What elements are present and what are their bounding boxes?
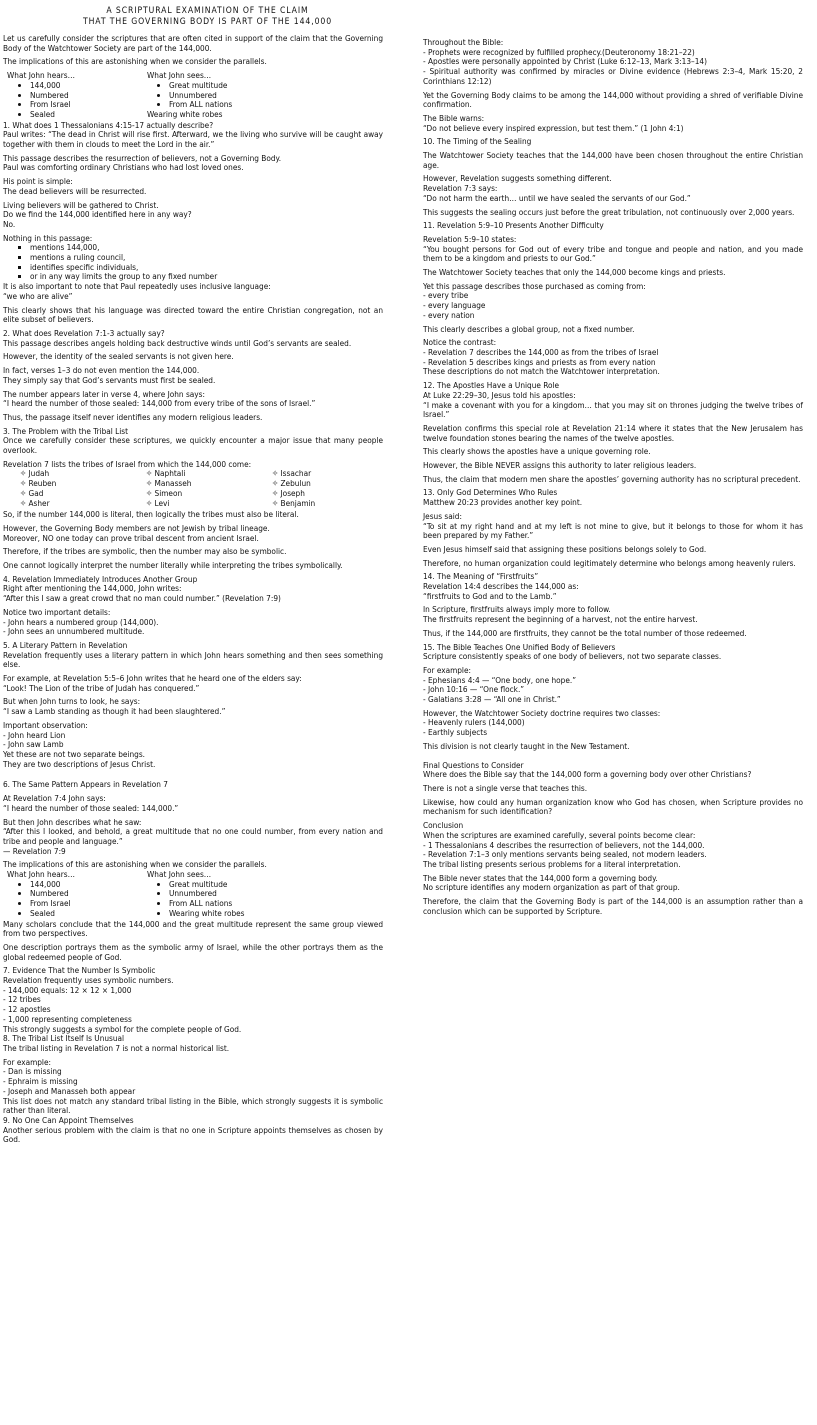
sees-item: • Wearing white robes — [169, 909, 245, 919]
text: Likewise, how could any human organization know who God has chosen, when Scripture provides no mechanism for such identification? — [423, 796, 803, 817]
text: - Revelation 5 describes kings and priests as from every nation — [423, 356, 656, 367]
parallels-intro: The implications of this are astonishing when we consider the parallels. — [3, 56, 267, 67]
text: However, the Governing Body members are not Jewish by tribal lineage. — [3, 522, 270, 533]
sees-item: Wearing white robes — [147, 108, 223, 119]
section-13-heading: 13. Only God Determines Who Rules — [423, 487, 558, 498]
text: This list does not match any standard tribal listing in the Bible, which strongly suggests it is symbolic rather than literal. — [3, 1095, 383, 1116]
sees-item: • From ALL nations — [169, 899, 245, 909]
tribe-item: ✧ Reuben — [20, 478, 57, 489]
tribe-item: ✧ Simeon — [146, 487, 183, 498]
section-3-heading: 3. The Problem with the Tribal List — [3, 425, 129, 436]
text: They simply say that God’s servants must first be sealed. — [3, 374, 216, 385]
nothing-list — [3, 243, 383, 282]
tribe-item: ✧ Levi — [146, 497, 170, 508]
quote: “Look! The Lion of the tribe of Judah has conquered.” — [3, 682, 200, 693]
hears-item: • From Israel — [30, 100, 147, 110]
page-title — [0, 6, 415, 27]
text: - every language — [423, 300, 486, 311]
text: - 1,000 representing completeness — [3, 1013, 132, 1024]
text: There is not a single verse that teaches this. — [423, 783, 588, 793]
text: Paul was comforting ordinary Christians who had lost loved ones. — [3, 162, 244, 173]
quote: “Do not believe every inspired expression, but test them.” (1 John 4:1) — [423, 122, 684, 133]
text: - Galatians 3:28 — “All one in Christ.” — [423, 694, 561, 705]
text: Yet this passage describes those purchased as coming from: — [423, 280, 646, 291]
quote: “Do not harm the earth… until we have sealed the servants of our God.” — [423, 192, 691, 203]
section-5-heading: 5. A Literary Pattern in Revelation — [3, 639, 128, 650]
text: Even Jesus himself said that assigning these positions belongs solely to God. — [423, 543, 707, 554]
text: His point is simple: — [3, 176, 73, 187]
text: The tribal listing presents serious problems for a literal interpretation. — [423, 858, 681, 869]
text: Another serious problem with the claim is that no one in Scripture appoints themselves as chosen by God. — [3, 1124, 383, 1145]
text: Paul writes: “The dead in Christ will rise first. Afterward, we the living who survive will be caught away together with them in clouds to meet the Lord in the air.” — [3, 129, 383, 150]
hears-item: • Sealed — [30, 110, 147, 120]
section-15-heading: 15. The Bible Teaches One Unified Body of Believers — [423, 641, 616, 652]
text: No scripture identifies any modern organization as part of that group. — [423, 882, 680, 893]
hears-item: • 144,000 — [30, 880, 147, 890]
text: This strongly suggests a symbol for the complete people of God. — [3, 1023, 242, 1034]
sees-heading: What John sees… — [147, 70, 212, 81]
text: But then John describes what he saw: — [3, 816, 142, 827]
section-12-heading: 12. The Apostles Have a Unique Role — [423, 380, 560, 391]
text: The Bible never states that the 144,000 form a governing body. — [423, 872, 658, 883]
quote: “After this I looked, and behold, a great multitude that no one could number, from every nation and tribe and people and language.” — [3, 826, 383, 846]
hears-item: • 144,000 — [30, 81, 147, 91]
text: - Ephesians 4:4 — “One body, one hope.” — [423, 674, 577, 685]
tribe-item: ✧ Asher — [20, 497, 50, 508]
parallels-intro-2: The implications of this are astonishing when we consider the parallels. — [3, 859, 267, 870]
text: Matthew 20:23 provides another key point. — [423, 497, 583, 508]
quote: “I saw a Lamb standing as though it had been slaughtered.” — [3, 706, 226, 717]
text: At Luke 22:29–30, Jesus told his apostles: — [423, 389, 576, 400]
text: No. — [3, 218, 16, 229]
list-item: ▪ mentions 144,000, — [30, 243, 383, 253]
text: - Revelation 7 describes the 144,000 as from the tribes of Israel — [423, 346, 659, 357]
text: Therefore, no human organization could legitimately determine who belongs among heavenly rulers. — [423, 557, 796, 568]
text: - Heavenly rulers (144,000) — [423, 717, 525, 728]
section-2-heading: 2. What does Revelation 7:1-3 actually say? — [3, 327, 165, 338]
text: - Ephraim is missing — [3, 1076, 78, 1087]
tribe-item: ✧ Issachar — [272, 468, 312, 479]
text: Scripture consistently speaks of one body of believers, not two separate classes. — [423, 651, 722, 662]
text: - John heard Lion — [3, 729, 66, 740]
section-9-heading: 9. No One Can Appoint Themselves — [3, 1114, 134, 1125]
quote: “we who are alive” — [3, 290, 73, 301]
text: Notice two important details: — [3, 606, 111, 617]
parallels-table-2 — [3, 870, 383, 919]
text: The dead believers will be resurrected. — [3, 185, 147, 196]
text: - 1 Thessalonians 4 describes the resurrection of believers, not the 144,000. — [423, 839, 705, 850]
text: - Dan is missing — [3, 1066, 62, 1077]
text: Where does the Bible say that the 144,000 form a governing body over other Christians? — [423, 769, 752, 780]
text: The tribal listing in Revelation 7 is not a normal historical list. — [3, 1042, 230, 1053]
title-line-1: A SCRIPTURAL EXAMINATION OF THE CLAIM — [106, 6, 309, 16]
text: The number appears later in verse 4, where John says: — [3, 388, 205, 399]
hears-item: • Numbered — [30, 91, 147, 101]
text: - Revelation 7:1–3 only mentions servants being sealed, not modern leaders. — [423, 849, 707, 860]
sees-item: • Unnumbered — [169, 889, 245, 899]
text: This suggests the sealing occurs just before the great tribulation, not continuously over 2,000 years. — [423, 206, 795, 217]
text: For example, at Revelation 5:5–6 John writes that he heard one of the elders say: — [3, 673, 302, 684]
sees-heading: What John sees… — [147, 869, 212, 880]
hears-item: • Sealed — [30, 909, 147, 919]
text: At Revelation 7:4 John says: — [3, 793, 106, 804]
text: - John hears a numbered group (144,000). — [3, 616, 159, 627]
text: So, if the number 144,000 is literal, then logically the tribes must also be literal. — [3, 509, 299, 520]
sees-item: • From ALL nations — [169, 100, 232, 110]
text: It is also important to note that Paul repeatedly uses inclusive language: — [3, 281, 271, 292]
citation: — Revelation 7:9 — [3, 845, 66, 856]
sees-column — [147, 71, 232, 120]
text: - 144,000 equals: 12 × 12 × 1,000 — [3, 984, 132, 995]
text: Jesus said: — [423, 510, 462, 521]
text: However, the identity of the sealed servants is not given here. — [3, 351, 234, 362]
hears-heading: What John hears… — [7, 70, 75, 81]
text: One cannot logically interpret the number literally while interpreting the tribes symbolically. — [3, 560, 343, 571]
text: Yet these are not two separate beings. — [3, 749, 145, 759]
text: Do we find the 144,000 identified here in any way? — [3, 209, 192, 220]
intro-paragraph: Let us carefully consider the scriptures that are often cited in support of the claim that the Governing Body of the Watchtower Society are part of the 144,000. — [3, 33, 383, 53]
text: - every tribe — [423, 290, 469, 301]
list-item: ▪ identifies specific individuals, — [30, 263, 383, 273]
text: Thus, the passage itself never identifies any modern religious leaders. — [3, 411, 263, 422]
text: Therefore, the claim that the Governing Body is part of the 144,000 is an assumption rather than a conclusion which can be supported by Scripture. — [423, 896, 803, 916]
tribe-grid — [3, 469, 383, 508]
text: Right after mentioning the 144,000, John writes: — [3, 583, 182, 594]
left-column — [3, 34, 383, 1145]
text: However, the Watchtower Society doctrine requires two classes: — [423, 707, 661, 718]
hears-column — [3, 71, 147, 120]
text: Nothing in this passage: — [3, 232, 93, 243]
text: Notice the contrast: — [423, 337, 497, 348]
text: The Watchtower Society teaches that only the 144,000 become kings and priests. — [423, 267, 726, 278]
section-8-heading: 8. The Tribal List Itself Is Unusual — [3, 1033, 125, 1044]
text: Revelation 5:9–10 states: — [423, 233, 517, 244]
tribe-item: ✧ Benjamin — [272, 497, 316, 508]
tribe-item: ✧ Gad — [20, 487, 44, 498]
hears-item: • Numbered — [30, 889, 147, 899]
section-14-heading: 14. The Meaning of “Firstfruits” — [423, 571, 539, 582]
text: Revelation frequently uses symbolic numbers. — [3, 975, 174, 986]
text: The Watchtower Society teaches that the 144,000 have been chosen throughout the entire Christian age. — [423, 150, 803, 170]
section-7-heading: 7. Evidence That the Number Is Symbolic — [3, 965, 156, 976]
list-item: ▪ mentions a ruling council, — [30, 253, 383, 263]
section-11-heading: 11. Revelation 5:9–10 Presents Another Difficulty — [423, 220, 604, 231]
quote: “I make a covenant with you for a kingdom… that you may sit on thrones judging the twelve tribes of Israel.” — [423, 399, 803, 420]
right-column — [423, 38, 803, 920]
text: - John saw Lamb — [3, 739, 64, 750]
tribe-item: ✧ Zebulun — [272, 478, 311, 489]
text: These descriptions do not match the Watchtower interpretation. — [423, 366, 660, 377]
text: In fact, verses 1–3 do not even mention the 144,000. — [3, 365, 200, 376]
hears-item: • From Israel — [30, 899, 147, 909]
text: - Joseph and Manasseh both appear — [3, 1085, 136, 1096]
text: The Bible warns: — [423, 112, 485, 123]
text: Important observation: — [3, 719, 88, 730]
quote: “I heard the number of those sealed: 144,000 from every tribe of the sons of Israel.” — [3, 398, 316, 409]
text: For example: — [423, 664, 471, 675]
tribe-item: ✧ Judah — [20, 468, 50, 479]
section-6-heading: 6. The Same Pattern Appears in Revelation 7 — [3, 779, 168, 790]
text: When the scriptures are examined carefully, several points become clear: — [423, 829, 696, 840]
sees-item: • Unnumbered — [169, 91, 232, 101]
list-item: ▪ or in any way limits the group to any fixed number — [30, 272, 383, 282]
text: One description portrays them as the symbolic army of Israel, while the other portrays them as the global redeemed people of God. — [3, 941, 383, 962]
quote: “I heard the number of those sealed: 144,000.” — [3, 802, 179, 813]
text: - Earthly subjects — [423, 727, 488, 738]
text: - 12 tribes — [3, 994, 41, 1005]
section-4-heading: 4. Revelation Immediately Introduces Another Group — [3, 573, 198, 584]
text: They are two descriptions of Jesus Christ. — [3, 758, 156, 769]
quote: “To sit at my right hand and at my left is not mine to give, but it belongs to those for whom it has been prepared by my Father.” — [423, 520, 803, 541]
text: Revelation frequently uses a literary pattern in which John hears something and then sees something else. — [3, 649, 383, 670]
text: - John 10:16 — “One flock.” — [423, 684, 525, 695]
text: - every nation — [423, 309, 475, 320]
text: This clearly describes a global group, not a fixed number. — [423, 323, 635, 334]
text: Thus, if the 144,000 are firstfruits, they cannot be the total number of those redeemed. — [423, 627, 747, 638]
parallels-table — [3, 71, 383, 120]
text: This clearly shows that his language was directed toward the entire Christian congregation, not an elite subset of believers. — [3, 304, 383, 325]
sees-item: • Great multitude — [169, 880, 245, 890]
conclusion-heading: Conclusion — [423, 820, 464, 831]
quote: “After this I saw a great crowd that no man could number.” (Revelation 7:9) — [3, 593, 281, 604]
tribe-item: ✧ Naphtali — [146, 468, 186, 479]
tribe-item: ✧ Manasseh — [146, 478, 192, 489]
hears-column — [3, 870, 147, 919]
text: However, the Bible NEVER assigns this authority to later religious leaders. — [423, 460, 697, 471]
text: - Spiritual authority was confirmed by miracles or Divine evidence (Hebrews 2:3–4, Mark 15:20, 2 Corinthians 12:12) — [423, 66, 803, 86]
text: The firstfruits represent the beginning of a harvest, not the entire harvest. — [423, 614, 698, 625]
sees-column — [147, 870, 245, 919]
text: Throughout the Bible: — [423, 37, 504, 47]
text: This passage describes the resurrection of believers, not a Governing Body. — [3, 152, 282, 163]
text: Revelation 14:4 describes the 144,000 as: — [423, 581, 579, 592]
text: Thus, the claim that modern men share the apostles’ governing authority has no scriptural precedent. — [423, 473, 801, 484]
quote: “firstfruits to God and to the Lamb.” — [423, 590, 557, 601]
quote: “You bought persons for God out of every tribe and tongue and people and nation, and you made them to be a kingdom and priests to our God.” — [423, 243, 803, 264]
text: Therefore, if the tribes are symbolic, then the number may also be symbolic. — [3, 546, 287, 557]
text: - Prophets were recognized by fulfilled prophecy.(Deuteronomy 18:21–22) — [423, 46, 695, 57]
text: But when John turns to look, he says: — [3, 696, 141, 707]
text: Revelation confirms this special role at Revelation 21:14 where it states that the New Jerusalem has twelve foundation stones bearing the names of the twelve apostles. — [423, 422, 803, 443]
text: Revelation 7 lists the tribes of Israel from which the 144,000 come: — [3, 458, 252, 469]
text: Many scholars conclude that the 144,000 and the great multitude represent the same group viewed from two perspectives. — [3, 918, 383, 939]
text: Revelation 7:3 says: — [423, 183, 498, 194]
title-line-2: THAT THE GOVERNING BODY IS PART OF THE 144,000 — [82, 16, 333, 27]
sees-item: • Great multitude — [169, 81, 232, 91]
text: Living believers will be gathered to Christ. — [3, 199, 159, 210]
text: This division is not clearly taught in the New Testament. — [423, 740, 630, 751]
text: However, Revelation suggests something different. — [423, 173, 612, 184]
text: Yet the Governing Body claims to be among the 144,000 without providing a shred of verifiable Divine confirmation. — [423, 89, 803, 110]
section-1-heading: 1. What does 1 Thessalonians 4:15-17 actually describe? — [3, 119, 214, 130]
hears-heading: What John hears… — [7, 869, 75, 880]
text: Moreover, NO one today can prove tribal descent from ancient Israel. — [3, 532, 259, 543]
text: This passage describes angels holding back destructive winds until God’s servants are sealed. — [3, 337, 352, 348]
text: This clearly shows the apostles have a unique governing role. — [423, 446, 651, 457]
tribe-item: ✧ Joseph — [272, 487, 305, 498]
final-questions-heading: Final Questions to Consider — [423, 759, 524, 770]
text: In Scripture, firstfruits always imply more to follow. — [423, 604, 611, 615]
text: - Apostles were personally appointed by Christ (Luke 6:12–13, Mark 3:13–14) — [423, 56, 707, 67]
text: - John sees an unnumbered multitude. — [3, 626, 145, 637]
text: Once we carefully consider these scriptures, we quickly encounter a major issue that many people overlook. — [3, 435, 383, 456]
text: For example: — [3, 1056, 51, 1067]
text: - 12 apostles — [3, 1004, 51, 1015]
section-10-heading: 10. The Timing of the Sealing — [423, 136, 532, 147]
